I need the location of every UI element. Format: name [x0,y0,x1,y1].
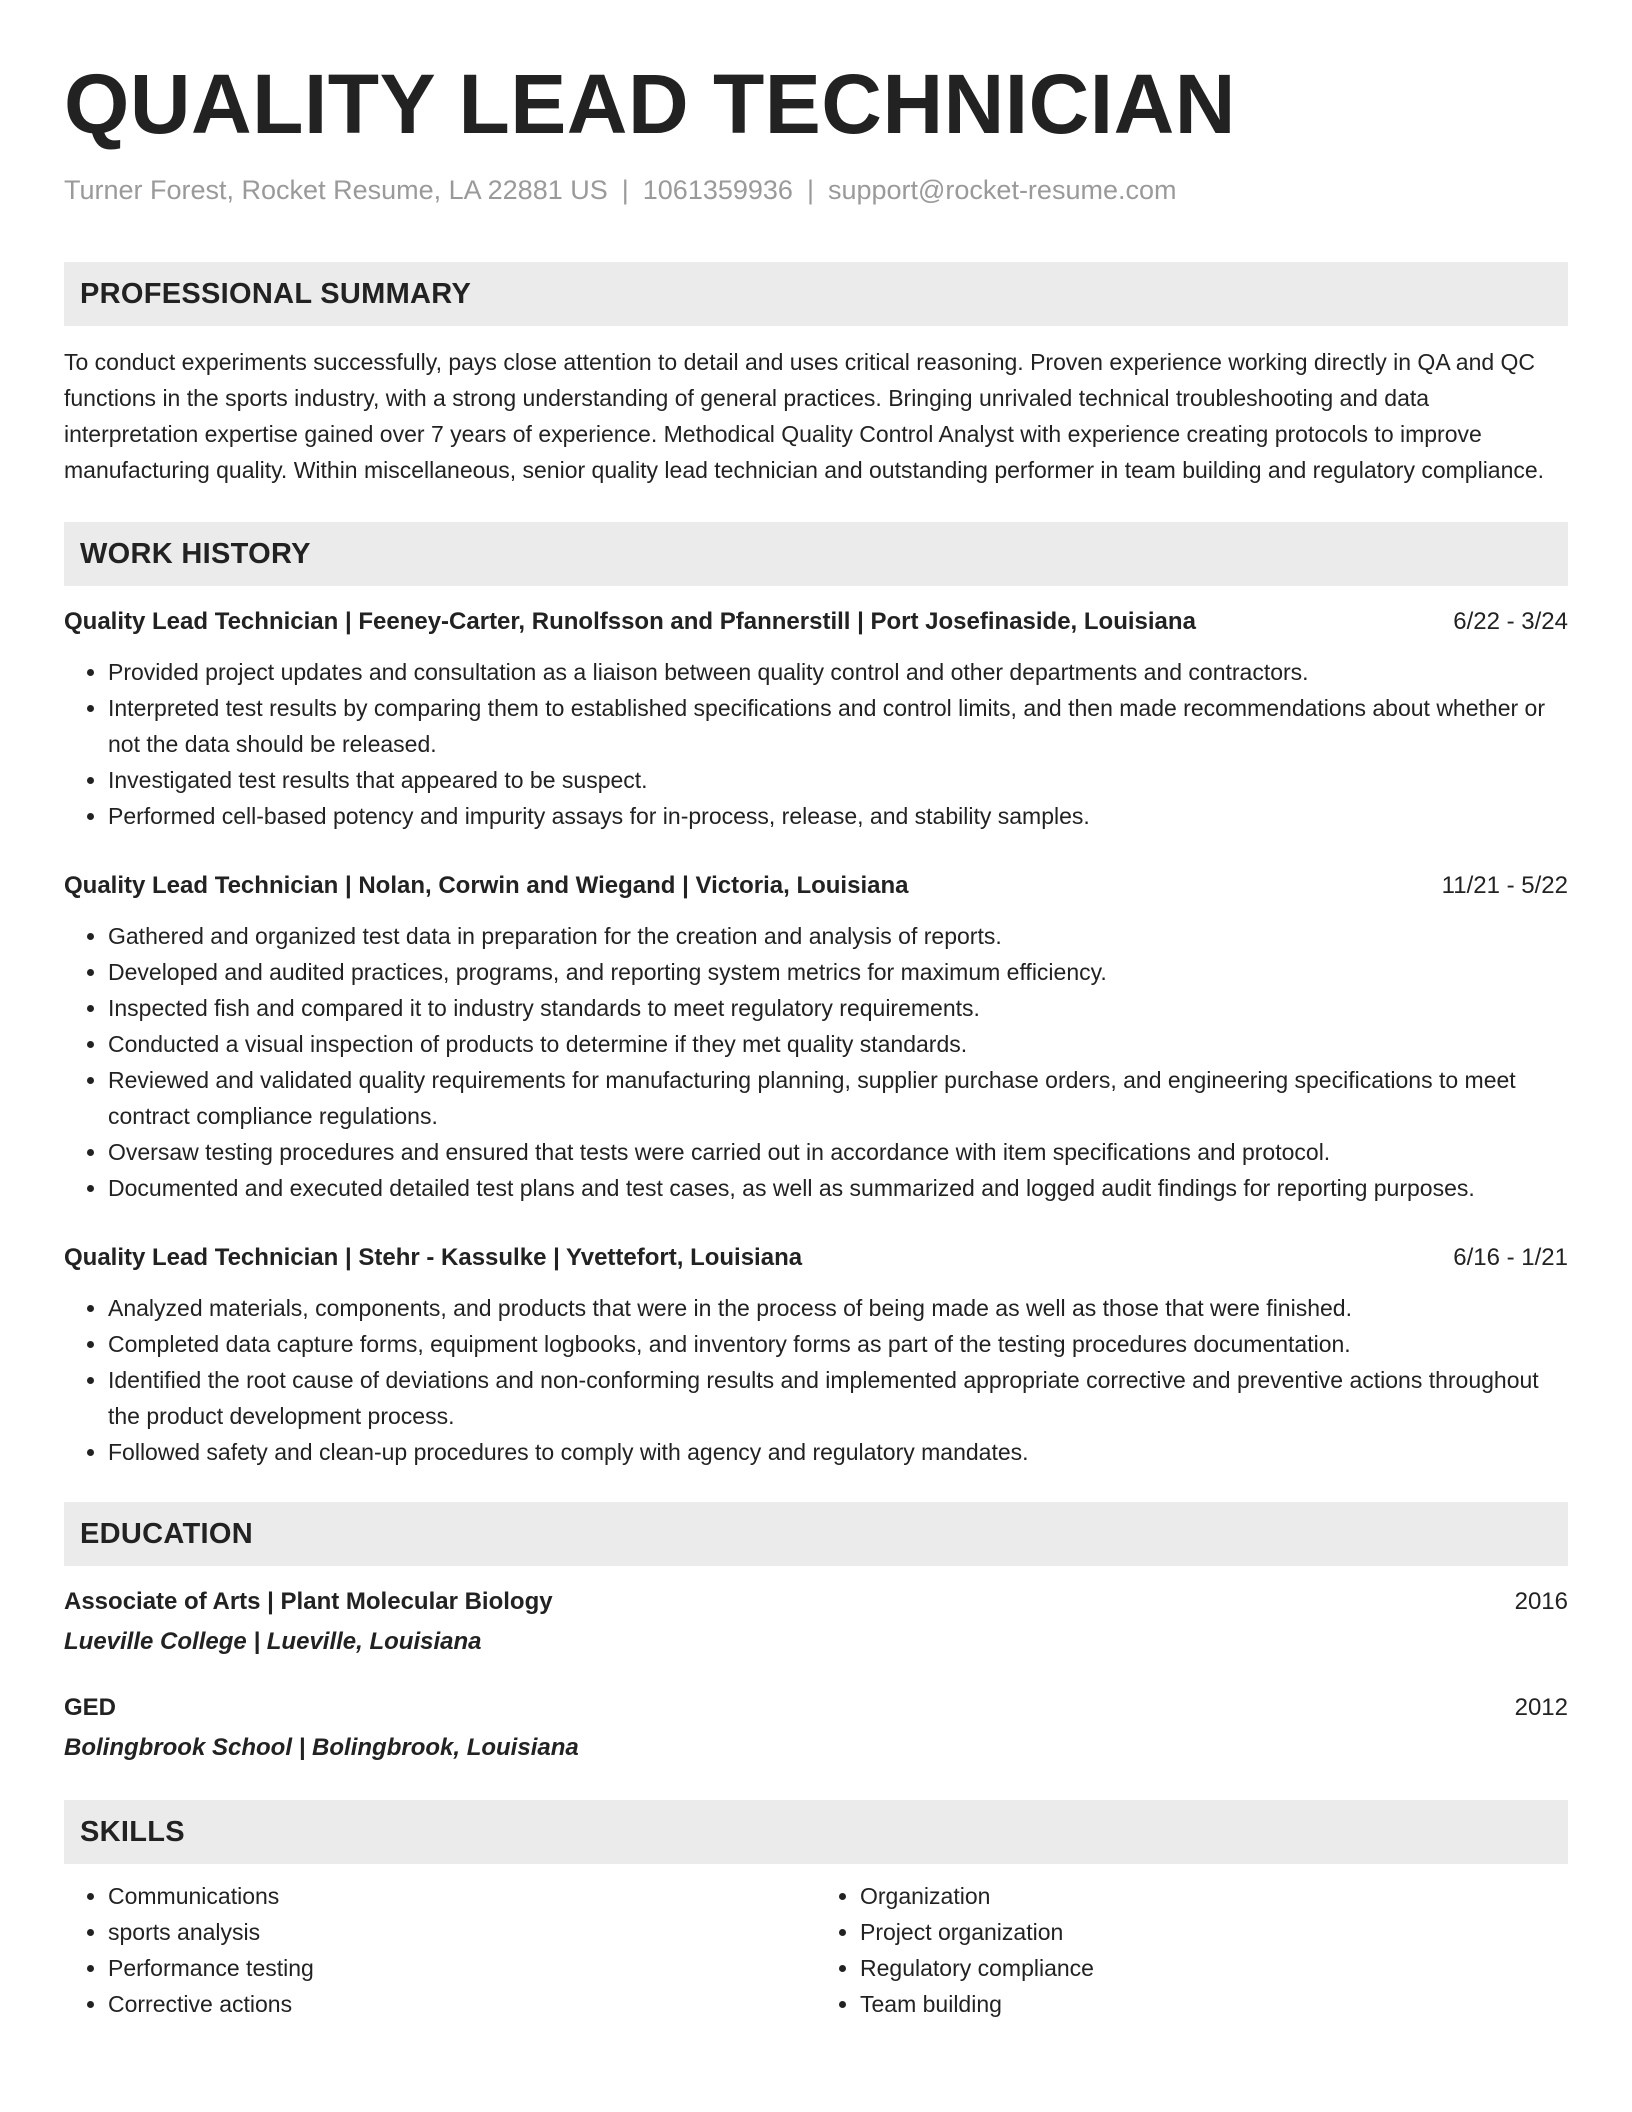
contact-separator: | [806,175,814,205]
skill-item: • Performance testing [108,1950,816,1986]
job-dates: 6/16 - 1/21 [1453,1244,1568,1271]
skills-column-left [64,1878,816,2022]
education-school: Bolingbrook School | Bolingbrook, Louisiana [64,1734,579,1761]
education-degree: GED [64,1694,117,1721]
job-bullet: • Conducted a visual inspection of products to determine if they met quality standards. [108,1026,1568,1062]
education-entry [64,1690,1568,1766]
job-title: Quality Lead Technician | Nolan, Corwin and Wiegand | Victoria, Louisiana [64,872,909,899]
job-bullet: • Developed and audited practices, programs, and reporting system metrics for maximum efficiency. [108,954,1568,990]
section-header-education: EDUCATION [64,1502,1568,1566]
job-dates: 11/21 - 5/22 [1441,872,1568,899]
education-year: 2016 [1514,1588,1568,1615]
job-bullet: • Interpreted test results by comparing them to established specifications and control limits, and then made recommendations about whether or not the data should be released. [108,690,1568,762]
job-bullets [64,918,1568,1206]
skill-item: • Project organization [860,1914,1568,1950]
job-bullet: • Inspected fish and compared it to industry standards to meet regulatory requirements. [108,990,1568,1026]
skill-item: • Organization [860,1878,1568,1914]
job-bullets [64,1290,1568,1470]
job-bullet: • Investigated test results that appeared to be suspect. [108,762,1568,798]
skill-item: • Corrective actions [108,1986,816,2022]
job-bullet: • Provided project updates and consultation as a liaison between quality control and other departments and contractors. [108,654,1568,690]
skills-list [64,1878,1568,2022]
skill-item: • Communications [108,1878,816,1914]
job-entry [64,604,1568,834]
skill-item: • Team building [860,1986,1568,2022]
job-bullet: • Analyzed materials, components, and products that were in the process of being made as well as those that were finished. [108,1290,1568,1326]
job-bullet: • Gathered and organized test data in preparation for the creation and analysis of reports. [108,918,1568,954]
job-bullet: • Completed data capture forms, equipment logbooks, and inventory forms as part of the testing procedures documentation. [108,1326,1568,1362]
job-bullet: • Identified the root cause of deviations and non-conforming results and implemented appropriate corrective and preventive actions throughout the product development process. [108,1362,1568,1434]
job-bullets [64,654,1568,834]
summary-text: To conduct experiments successfully, pays close attention to detail and uses critical reasoning. Proven experience working directly in QA and QC functions in the sports industry, with a strong understanding of general practices. Bringing unrivaled technical troubleshooting and data interpretation expertise gained over 7 years of experience. Methodical Quality Control Analyst with experience creating protocols to improve manufacturing quality. Within miscellaneous, senior quality lead technician and outstanding performer in team building and regulatory compliance. [64,349,1545,483]
skills-column-right [816,1878,1568,2022]
section-header-work-history: WORK HISTORY [64,522,1568,586]
job-bullet: • Performed cell-based potency and impurity assays for in-process, release, and stability samples. [108,798,1568,834]
job-entry [64,1240,1568,1470]
contact-separator: | [621,175,629,205]
education-degree: Associate of Arts | Plant Molecular Biology [64,1588,553,1615]
job-entry [64,868,1568,1206]
section-header-skills: SKILLS [64,1800,1568,1864]
education-school: Lueville College | Lueville, Louisiana [64,1628,482,1655]
skill-item: • Regulatory compliance [860,1950,1568,1986]
job-bullet: • Documented and executed detailed test plans and test cases, as well as summarized and logged audit findings for reporting purposes. [108,1170,1568,1206]
contact-phone: 1061359936 [642,175,793,205]
education-year: 2012 [1514,1694,1568,1721]
resume-name: QUALITY LEAD TECHNICIAN [64,57,1236,151]
contact-line [64,172,1568,208]
education-entry [64,1584,1568,1660]
job-bullet: • Followed safety and clean-up procedures to comply with agency and regulatory mandates. [108,1434,1568,1470]
job-title: Quality Lead Technician | Stehr - Kassulke | Yvettefort, Louisiana [64,1244,803,1271]
job-bullet: • Oversaw testing procedures and ensured that tests were carried out in accordance with item specifications and protocol. [108,1134,1568,1170]
job-dates: 6/22 - 3/24 [1453,608,1568,635]
job-title: Quality Lead Technician | Feeney-Carter, Runolfsson and Pfannerstill | Port Josefinaside, Louisiana [64,608,1196,635]
section-header-summary: PROFESSIONAL SUMMARY [64,262,1568,326]
skill-item: • sports analysis [108,1914,816,1950]
contact-email: support@rocket-resume.com [827,175,1177,205]
job-bullet: • Reviewed and validated quality requirements for manufacturing planning, supplier purchase orders, and engineering specifications to meet contract compliance regulations. [108,1062,1568,1134]
contact-address: Turner Forest, Rocket Resume, LA 22881 US [64,175,608,205]
